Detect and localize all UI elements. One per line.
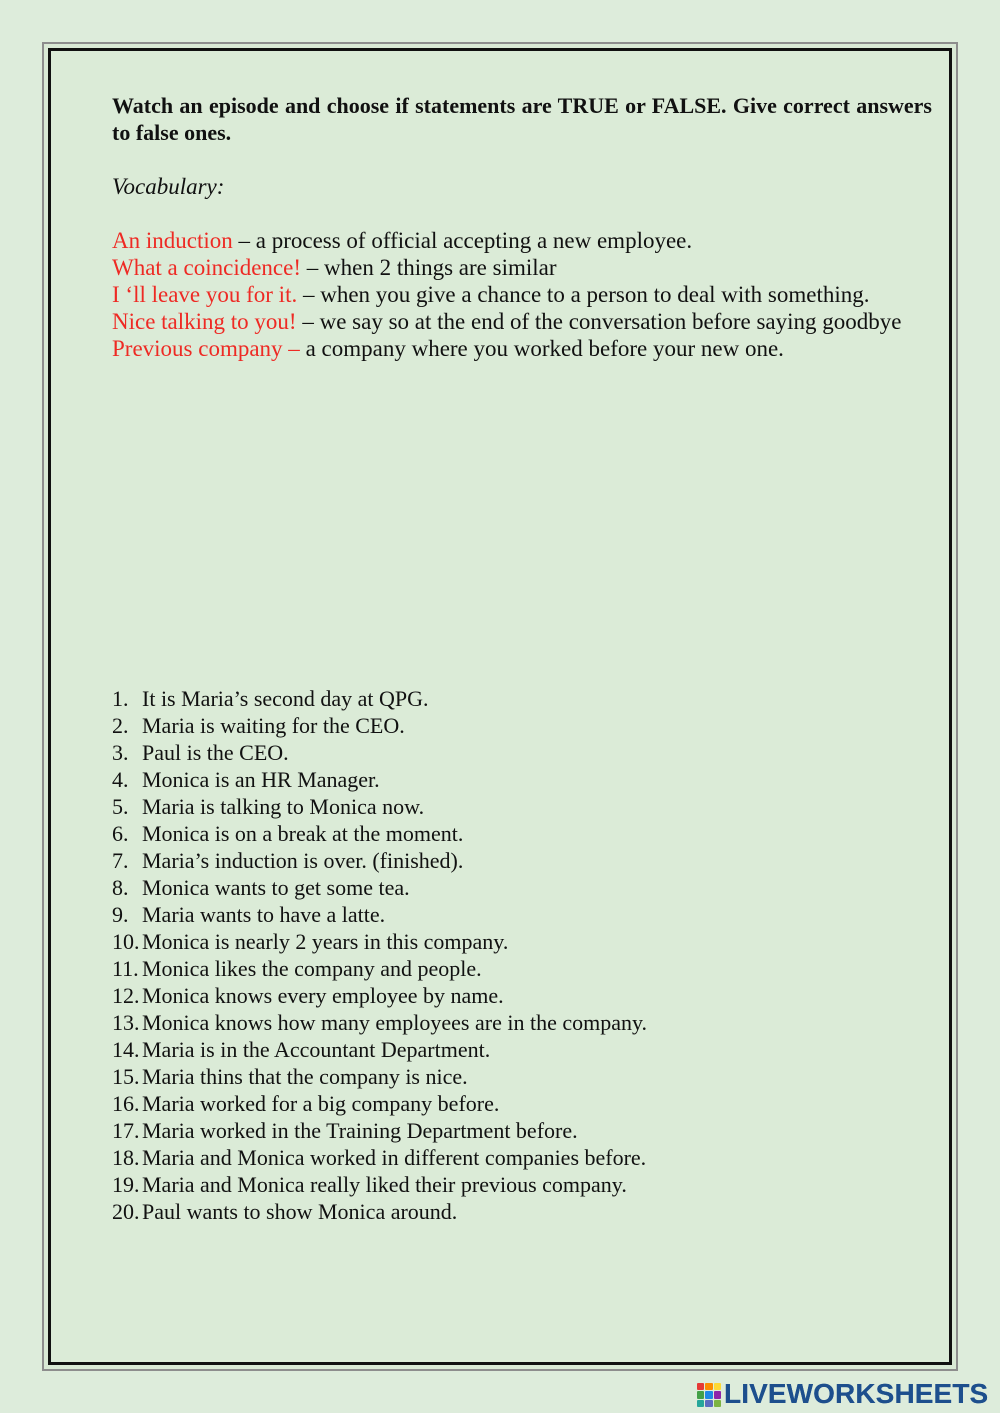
vocabulary-list (112, 227, 932, 362)
statement-item (112, 847, 872, 874)
statement-number: 18. (112, 1145, 140, 1170)
statement-item (112, 901, 872, 928)
vocabulary-definition: – when you give a chance to a person to deal with something. (297, 282, 870, 307)
statement-text: Monica knows every employee by name. (142, 983, 504, 1008)
statement-item (112, 793, 872, 820)
liveworksheets-brand (697, 1376, 988, 1412)
vocabulary-term: I ‘ll leave you for it. (112, 282, 298, 307)
statement-item (112, 1090, 872, 1117)
statement-item (112, 1063, 872, 1090)
statement-text: Maria worked in the Training Department before. (142, 1118, 578, 1143)
statement-number: 14. (112, 1037, 140, 1062)
statement-item (112, 928, 872, 955)
statement-item (112, 739, 872, 766)
liveworksheets-wordmark: LIVEWORKSHEETS (724, 1378, 989, 1409)
statement-item (112, 1198, 872, 1225)
statement-item (112, 1009, 872, 1036)
statement-number: 15. (112, 1064, 140, 1089)
vocabulary-item (112, 227, 932, 254)
statement-text: Monica is nearly 2 years in this company. (142, 929, 509, 954)
vocabulary-item (112, 335, 932, 362)
statement-text: Maria is talking to Monica now. (142, 794, 425, 819)
worksheet-content (112, 92, 932, 362)
vocabulary-term: An induction (112, 228, 233, 253)
statement-item (112, 1117, 872, 1144)
statement-text: Maria and Monica really liked their previous company. (142, 1172, 627, 1197)
statement-text: Monica wants to get some tea. (142, 875, 410, 900)
vocabulary-definition: – when 2 things are similar (301, 255, 557, 280)
statement-number: 9. (112, 902, 129, 927)
statement-number: 10. (112, 929, 140, 954)
statement-number: 3. (112, 740, 129, 765)
vocabulary-definition: – we say so at the end of the conversation before saying goodbye (296, 309, 902, 334)
vocabulary-term: Nice talking to you! (112, 309, 297, 334)
vocabulary-item (112, 281, 932, 308)
statement-list (112, 685, 872, 1225)
statement-number: 17. (112, 1118, 140, 1143)
worksheet-frame (42, 42, 958, 1371)
statement-number: 1. (112, 686, 129, 711)
statement-item (112, 955, 872, 982)
statement-item (112, 1144, 872, 1171)
statement-text: Monica likes the company and people. (142, 956, 482, 981)
vocabulary-term: Previous company – (112, 336, 300, 361)
statement-item (112, 1036, 872, 1063)
statement-text: Maria is waiting for the CEO. (142, 713, 405, 738)
statement-text: It is Maria’s second day at QPG. (142, 686, 429, 711)
statement-text: Monica is on a break at the moment. (142, 821, 464, 846)
statement-text: Maria’s induction is over. (finished). (142, 848, 464, 873)
statement-text: Monica is an HR Manager. (142, 767, 380, 792)
statement-item (112, 982, 872, 1009)
statement-number: 20. (112, 1199, 140, 1224)
statement-item (112, 874, 872, 901)
vocabulary-item (112, 254, 932, 281)
statement-text: Paul wants to show Monica around. (142, 1199, 458, 1224)
statement-item (112, 685, 872, 712)
vocabulary-heading: Vocabulary: (112, 174, 225, 199)
statement-text: Maria and Monica worked in different companies before. (142, 1145, 647, 1170)
statement-number: 2. (112, 713, 129, 738)
statement-text: Maria is in the Accountant Department. (142, 1037, 491, 1062)
statement-number: 6. (112, 821, 129, 846)
instructions-text: Watch an episode and choose if statements are TRUE or FALSE. Give correct answers to false ones. (112, 93, 932, 145)
statement-number: 16. (112, 1091, 140, 1116)
vocabulary-term: What a coincidence! (112, 255, 301, 280)
statement-item (112, 820, 872, 847)
statement-text: Maria worked for a big company before. (142, 1091, 500, 1116)
statement-item (112, 712, 872, 739)
statement-text: Paul is the CEO. (142, 740, 289, 765)
statement-number: 19. (112, 1172, 140, 1197)
vocabulary-definition: – a process of official accepting a new employee. (232, 228, 693, 253)
statement-number: 11. (112, 956, 139, 981)
statement-number: 7. (112, 848, 129, 873)
statement-number: 8. (112, 875, 129, 900)
statement-item (112, 1171, 872, 1198)
statement-number: 5. (112, 794, 129, 819)
statement-number: 13. (112, 1010, 140, 1035)
statement-text: Maria thins that the company is nice. (142, 1064, 468, 1089)
statement-text: Monica knows how many employees are in the company. (142, 1010, 648, 1035)
statement-text: Maria wants to have a latte. (142, 902, 386, 927)
vocabulary-item (112, 308, 932, 335)
statement-number: 4. (112, 767, 129, 792)
statement-item (112, 766, 872, 793)
vocabulary-definition: a company where you worked before your new one. (299, 336, 784, 361)
statement-number: 12. (112, 983, 140, 1008)
liveworksheets-logo-icon (697, 1383, 721, 1407)
worksheet-page (48, 48, 952, 1365)
